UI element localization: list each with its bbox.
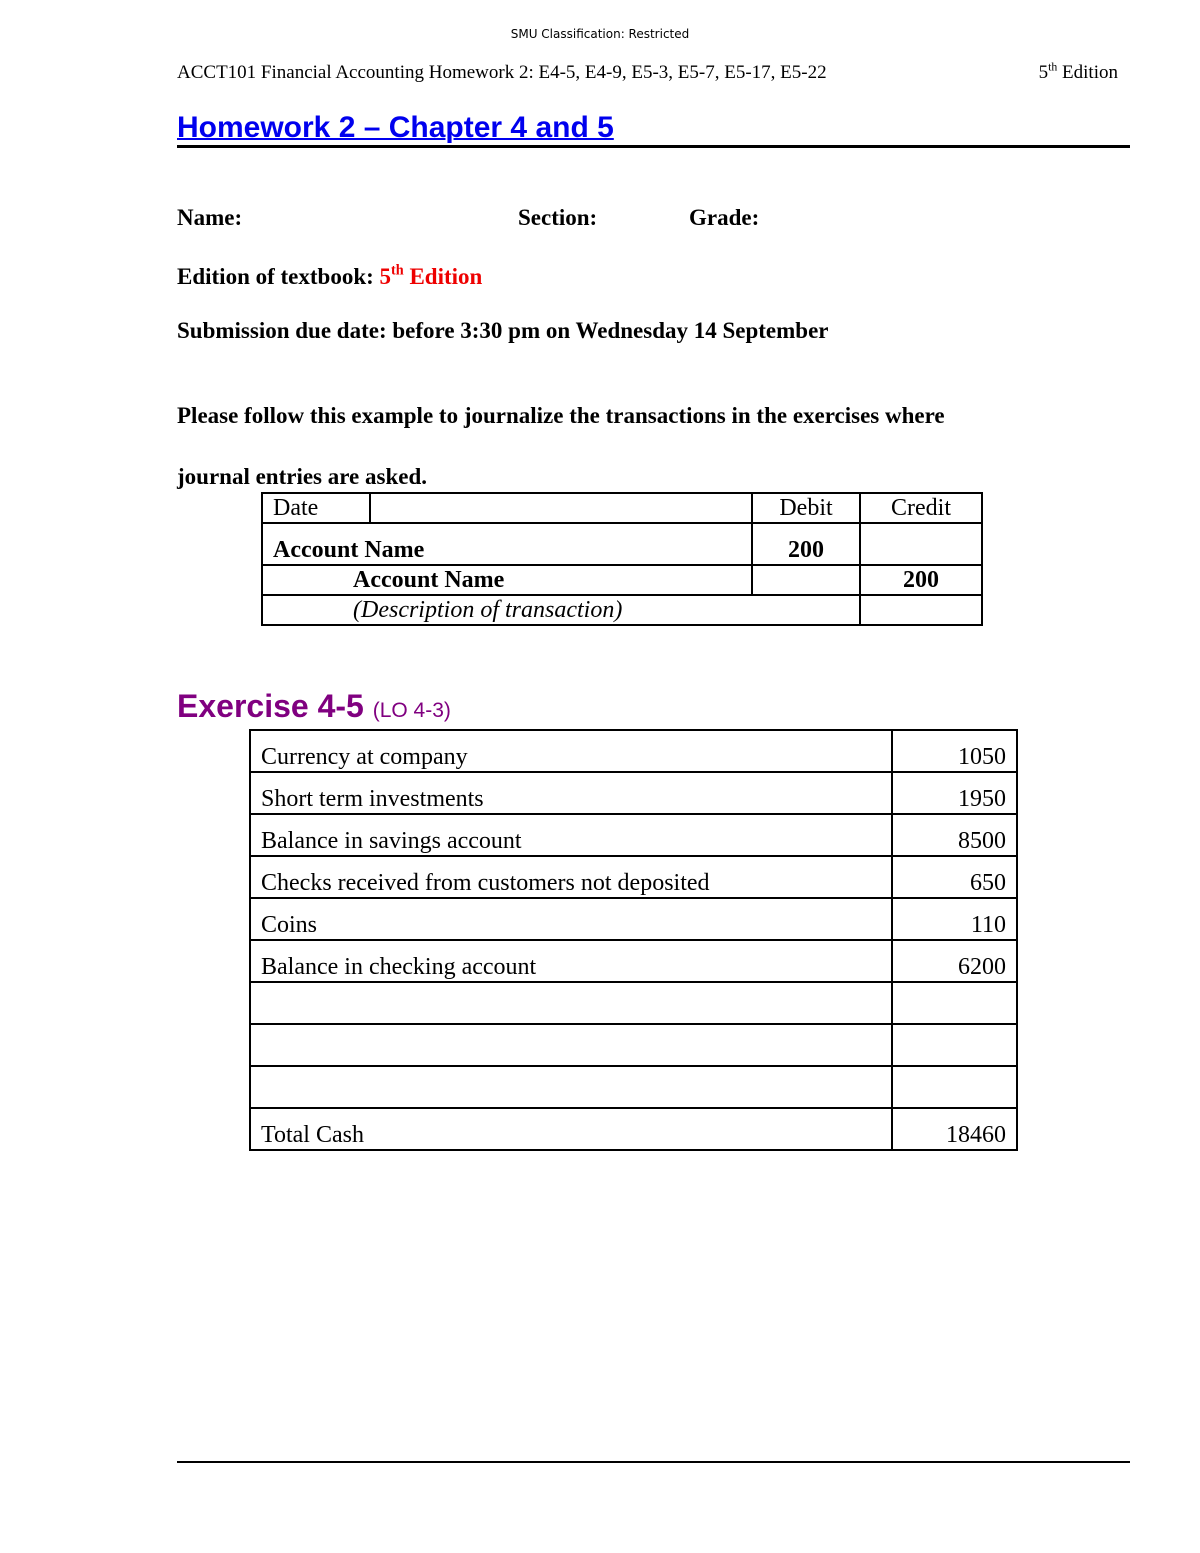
table-row (250, 982, 1017, 1024)
row-value: 1050 (892, 730, 1017, 772)
journal-debit-header: Debit (752, 493, 860, 523)
journal-credit-account: Account Name (262, 565, 752, 595)
header-edition-sup: th (1048, 60, 1058, 74)
table-row (250, 814, 1017, 856)
table-row (250, 1108, 1017, 1150)
table-row (250, 772, 1017, 814)
table-row (250, 730, 1017, 772)
row-label: Balance in checking account (250, 940, 892, 982)
header-course-line: ACCT101 Financial Accounting Homework 2: E4-5, E4-9, E5-3, E5-7, E5-17, E5-22 (177, 62, 827, 83)
journal-credit-row (262, 565, 982, 595)
row-label: Currency at company (250, 730, 892, 772)
header-edition-word: Edition (1057, 62, 1118, 83)
journal-description-header (370, 493, 752, 523)
table-row (250, 940, 1017, 982)
name-label: Name: (177, 205, 243, 230)
table-row (250, 1024, 1017, 1066)
row-label: Short term investments (250, 772, 892, 814)
journal-description-credit-cell (860, 595, 982, 625)
row-value: 18460 (892, 1108, 1017, 1150)
row-value (892, 982, 1017, 1024)
row-label (250, 1066, 892, 1108)
row-label: Coins (250, 898, 892, 940)
journal-example-table (261, 492, 983, 626)
grade-label: Grade: (689, 205, 760, 230)
header-edition (1039, 62, 1118, 84)
journal-description-row (262, 595, 982, 625)
table-row (250, 856, 1017, 898)
row-value: 8500 (892, 814, 1017, 856)
journal-debit-account: Account Name (262, 523, 752, 565)
journal-description: (Description of transaction) (262, 595, 860, 625)
table-row (250, 898, 1017, 940)
row-label: Total Cash (250, 1108, 892, 1150)
journal-date-header: Date (262, 493, 370, 523)
row-value (892, 1024, 1017, 1066)
journal-debit-credit-cell (860, 523, 982, 565)
instructions-line-1: Please follow this example to journalize the transactions in the exercises where (177, 403, 945, 428)
journal-credit-debit-cell (752, 565, 860, 595)
exercise-title-text: Exercise 4-5 (177, 688, 364, 724)
edition-label: Edition of textbook: (177, 264, 380, 289)
edition-line (177, 264, 482, 290)
journal-credit-amount: 200 (860, 565, 982, 595)
journal-header-row (262, 493, 982, 523)
classification-label: SMU Classification: Restricted (510, 27, 690, 41)
row-value (892, 1066, 1017, 1108)
instructions-line-2: journal entries are asked. (177, 464, 428, 489)
row-value: 650 (892, 856, 1017, 898)
row-label: Checks received from customers not deposited (250, 856, 892, 898)
journal-credit-header: Credit (860, 493, 982, 523)
journal-debit-row (262, 523, 982, 565)
row-value: 6200 (892, 940, 1017, 982)
page-title: Homework 2 – Chapter 4 and 5 (177, 111, 614, 144)
journal-debit-amount: 200 (752, 523, 860, 565)
edition-value (380, 264, 483, 289)
row-label: Balance in savings account (250, 814, 892, 856)
title-rule (177, 145, 1130, 148)
edition-value-sup: th (391, 262, 404, 279)
header-edition-num: 5 (1038, 62, 1049, 83)
edition-value-num: 5 (379, 264, 392, 289)
table-row (250, 1066, 1017, 1108)
row-label (250, 982, 892, 1024)
row-value: 110 (892, 898, 1017, 940)
edition-value-word: Edition (403, 264, 483, 289)
row-label (250, 1024, 892, 1066)
row-value: 1950 (892, 772, 1017, 814)
footer-rule (177, 1461, 1130, 1463)
exercise-lo: (LO 4-3) (372, 699, 451, 722)
section-label: Section: (518, 205, 598, 230)
exercise-table (249, 729, 1018, 1151)
due-date-line: Submission due date: before 3:30 pm on Wednesday 14 September (177, 318, 829, 343)
exercise-title (177, 688, 451, 725)
